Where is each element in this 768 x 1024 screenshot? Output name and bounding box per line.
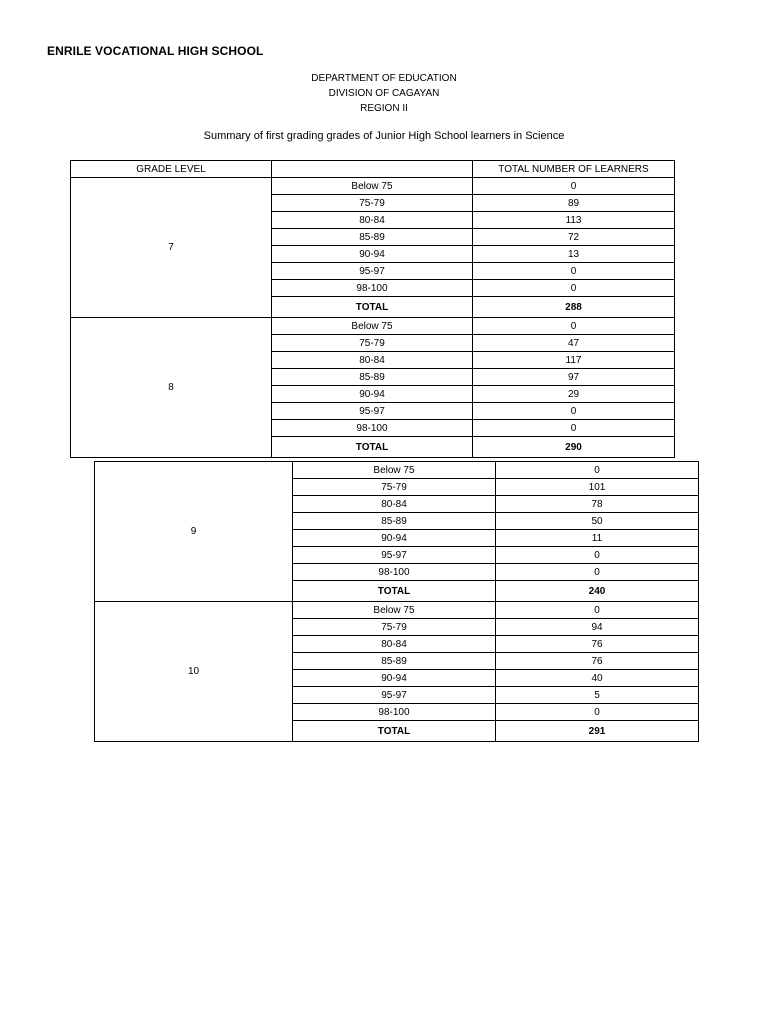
learner-count-cell: 0 [473, 263, 675, 280]
grade-range-cell: 90-94 [272, 246, 473, 263]
grade-level-cell: 10 [95, 602, 293, 742]
learner-count-cell: 50 [496, 513, 699, 530]
header-range [272, 161, 473, 178]
grade-range-cell: 90-94 [272, 386, 473, 403]
learner-count-cell: 76 [496, 653, 699, 670]
learner-count-cell: 117 [473, 352, 675, 369]
header-total-learners: TOTAL NUMBER OF LEARNERS [473, 161, 675, 178]
total-label-cell: TOTAL [293, 581, 496, 602]
total-value-cell: 291 [496, 721, 699, 742]
grade-range-cell: 85-89 [293, 513, 496, 530]
grade-range-cell: 95-97 [293, 687, 496, 704]
learner-count-cell: 47 [473, 335, 675, 352]
grade-range-cell: Below 75 [272, 318, 473, 335]
grade-level-cell: 9 [95, 462, 293, 602]
learner-count-cell: 89 [473, 195, 675, 212]
learner-count-cell: 0 [496, 602, 699, 619]
header-grade-level: GRADE LEVEL [71, 161, 272, 178]
grade-range-cell: 98-100 [293, 704, 496, 721]
total-label-cell: TOTAL [272, 297, 473, 318]
learner-count-cell: 0 [473, 280, 675, 297]
learner-count-cell: 94 [496, 619, 699, 636]
grade-range-cell: 85-89 [272, 369, 473, 386]
learner-count-cell: 0 [473, 403, 675, 420]
learner-count-cell: 0 [496, 704, 699, 721]
learner-count-cell: 13 [473, 246, 675, 263]
table-row [95, 602, 699, 619]
school-name: ENRILE VOCATIONAL HIGH SCHOOL [47, 44, 264, 58]
learner-count-cell: 113 [473, 212, 675, 229]
grade-range-cell: Below 75 [293, 602, 496, 619]
grades-table-part-2 [94, 461, 699, 742]
region-line: REGION II [360, 103, 408, 114]
grade-range-cell: 90-94 [293, 670, 496, 687]
learner-count-cell: 0 [496, 547, 699, 564]
grades-table-part-1 [70, 160, 675, 458]
grade-range-cell: 80-84 [272, 352, 473, 369]
grade-range-cell: Below 75 [272, 178, 473, 195]
grade-range-cell: 75-79 [272, 195, 473, 212]
grade-range-cell: 95-97 [272, 263, 473, 280]
division-line: DIVISION OF CAGAYAN [328, 88, 440, 99]
learner-count-cell: 0 [496, 462, 699, 479]
grade-range-cell: 98-100 [293, 564, 496, 581]
learner-count-cell: 40 [496, 670, 699, 687]
grade-range-cell: 90-94 [293, 530, 496, 547]
table-row [71, 178, 675, 195]
learner-count-cell: 0 [496, 564, 699, 581]
learner-count-cell: 101 [496, 479, 699, 496]
learner-count-cell: 0 [473, 318, 675, 335]
total-value-cell: 290 [473, 437, 675, 458]
learner-count-cell: 29 [473, 386, 675, 403]
grade-range-cell: 75-79 [293, 479, 496, 496]
learner-count-cell: 76 [496, 636, 699, 653]
grade-level-cell: 7 [71, 178, 272, 318]
grade-range-cell: 95-97 [293, 547, 496, 564]
grade-range-cell: 80-84 [272, 212, 473, 229]
learner-count-cell: 0 [473, 420, 675, 437]
total-value-cell: 288 [473, 297, 675, 318]
learner-count-cell: 72 [473, 229, 675, 246]
grade-range-cell: 80-84 [293, 496, 496, 513]
learner-count-cell: 11 [496, 530, 699, 547]
grade-range-cell: 85-89 [293, 653, 496, 670]
grade-range-cell: 98-100 [272, 420, 473, 437]
grade-range-cell: 80-84 [293, 636, 496, 653]
learner-count-cell: 78 [496, 496, 699, 513]
grade-range-cell: 85-89 [272, 229, 473, 246]
department-line: DEPARTMENT OF EDUCATION [311, 73, 457, 84]
learner-count-cell: 97 [473, 369, 675, 386]
grade-range-cell: 95-97 [272, 403, 473, 420]
learner-count-cell: 0 [473, 178, 675, 195]
summary-title: Summary of first grading grades of Junior High School learners in Science [203, 130, 565, 142]
grade-range-cell: 75-79 [293, 619, 496, 636]
grade-range-cell: 75-79 [272, 335, 473, 352]
grade-level-cell: 8 [71, 318, 272, 458]
table-header-row [71, 161, 675, 178]
total-label-cell: TOTAL [293, 721, 496, 742]
total-value-cell: 240 [496, 581, 699, 602]
total-label-cell: TOTAL [272, 437, 473, 458]
grade-range-cell: Below 75 [293, 462, 496, 479]
table-row [95, 462, 699, 479]
table-row [71, 318, 675, 335]
grade-range-cell: 98-100 [272, 280, 473, 297]
learner-count-cell: 5 [496, 687, 699, 704]
